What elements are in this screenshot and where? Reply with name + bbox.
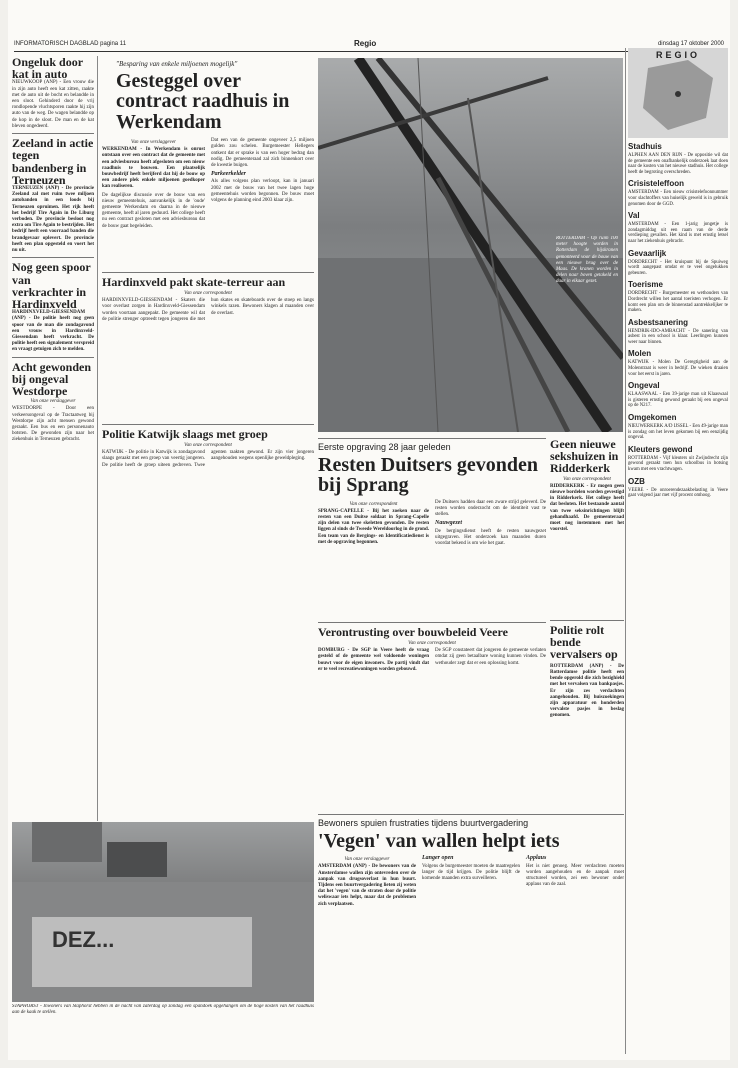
sidebar-item-title: Molen — [628, 349, 652, 359]
article-text: TERNEUZEN (ANP) - De provincie Zeeland zal met ruim twee miljoen autobanden in een loods bij Terneuzen opruimen. Het rijk heeft het bedrijf Tire Again in De Liburg verboden. De provincie besloot nog extra om Tire Again te bestrijden. Het bedrijf heeft een voorraad banden die brandgevaar oplevert. De provincie heeft een plan opgesteld en voert het nu uit. — [12, 186, 94, 254]
article-title: Hardinxveld pakt skate-terreur aan — [102, 275, 286, 289]
article-text: NIEUWKOOP (ANP) - Een vrouw die in zijn auto heeft een kat zitten, raakte met de auto uit de bocht en belandde in een sloot. Gehinderd door de vrij rondlopende vluchtsporen raakte hij zijn auto van de weg. De wagen belandde op de kop in de sloot. De man en de kat bleven ongedeerd. — [12, 80, 94, 129]
sidebar-item-text: ALPHEN AAN DEN RIJN - De oppositie wil dat de gemeente een onafhankelijk onderzoek laat doen naar de kosten van het nieuwe stadhuis. Het college heeft de begroting overschreden. — [628, 153, 728, 175]
article-title: Geen nieuwe sekshuizen in Ridderkerk — [550, 438, 619, 476]
sidebar-item — [628, 249, 728, 277]
sidebar-item-text: NIEUWERKERK A/D IJSSEL - Een 49-jarige man is zondag om het leven gekomen bij een eenzijdig ongeval. — [628, 424, 728, 441]
article-text: HARDINXVELD-GIESSENDAM (ANP) - De politie heeft nog geen spoor van de man die zondagavond een vrouw in Hardinxveld-Giessendam heeft verkracht. De politie heeft een signalement verspreid en vraagt getuigen zich te melden. — [12, 310, 94, 353]
photo-caption: ROTTERDAM - Op ruim 100 meter hoogte worden in Rotterdam de hijskranen gemonteerd voor de bouw van een nieuwe brug over de Maas. De kranen worden in delen naar boven getakeld en daar in elkaar gezet. — [556, 236, 618, 285]
article-text: Als alles volgens plan verloopt, kan in januari 2002 met de bouw van het twee lagen hoge gemeentehuis worden begonnen. De bouw moet volgens de planning eind 2003 klaar zijn. — [211, 179, 314, 203]
sidebar-item-text: DORDRECHT - Burgemeester en wethouders van Dordrecht willen het aantal toeristen verhogen. Er komt een plan om de binnenstad aantrekkelijker te maken. — [628, 291, 728, 314]
svg-text:DEZ...: DEZ... — [52, 927, 115, 952]
sidebar-item — [628, 179, 728, 207]
sidebar-item-text: HENDRIK-IDO-AMBACHT - De sanering van asbest in een school is klaar. Leerlingen kunnen weer naar binnen. — [628, 328, 728, 345]
article-byline: Van onze correspondent — [408, 641, 456, 647]
regio-map-banner — [628, 48, 728, 138]
photo-caption-box — [556, 236, 618, 426]
article-text: ROTTERDAM (ANP) - De Rotterdamse politie heeft een bende opgerold die zich bezighield met het vervalsen van bankpasjes. Er zijn zes verdachten aangehouden. Bij huiszoekingen zijn apparatuur en honderden vervalste pasjes in beslag genomen. — [550, 663, 624, 719]
article-title: Resten Duitsers gevonden bij Sprang — [318, 454, 538, 497]
article-byline: Van onze verslaggever — [344, 857, 390, 863]
article-byline: Van onze correspondent — [184, 291, 232, 297]
article-title: Nog geen spoor van verkrachter in Hardinxveld — [12, 260, 91, 311]
sidebar-item — [628, 477, 728, 499]
photo2-caption-box — [12, 1004, 314, 1040]
regio-banner-text: REGIO — [655, 50, 700, 60]
sidebar-item — [628, 280, 728, 313]
sidebar-item — [628, 381, 728, 409]
sidebar-item-title: Kleuters gewond — [628, 444, 693, 454]
sidebar-item — [628, 445, 728, 473]
article-text: Volgens de burgemeester moeten de maatregelen langer de tijd krijgen. De politie blijft de komende maanden extra surveilleren. — [422, 863, 520, 881]
article-title: Politie Katwijk slaags met groep — [102, 427, 268, 441]
sidebar-item — [628, 349, 728, 377]
article-werkendam — [102, 56, 314, 268]
sidebar-item-title: Crisisteleffoon — [628, 179, 685, 189]
sidebar-item-title: Omgekomen — [628, 413, 677, 423]
map-icon — [628, 48, 728, 138]
article-veere — [318, 622, 546, 762]
sidebar-item-text: KATWIJK - Molen De Geregtigheid aan de Molenstraat is weer in bedrijf. De wieken draaien voor het eerst in jaren. — [628, 360, 728, 377]
article-katwijk — [102, 424, 314, 574]
article-vervalsers — [550, 620, 624, 810]
article-title: Politie rolt bende vervalsers op — [550, 623, 618, 662]
sidebar-item-title: Stadhuis — [628, 142, 662, 151]
sidebar-item-title: OZB — [628, 476, 645, 486]
article-kicker: "Besparing van enkele miljoenen mogelijk" — [116, 60, 238, 68]
article-text: KATWIJK - De politie in Katwijk is zondagavond slaags geraakt met een groep van veertig jongeren. De politie heeft de groep uiteen gedreven. Twee agenten raakten gewond. Er zijn vier jongeren aangehouden wegens openlijke geweldpleging. — [102, 450, 314, 468]
article-title: Ongeluk door kat in auto — [12, 56, 83, 82]
article-text: AMSTERDAM (ANP) - De bewoners van de Amsterdamse wallen zijn ontevreden over de aanpak van drugsoverlast in hun buurt. Tijdens een buurtvergadering lieten zij weten dat het 'vegen' van de straten door de politie weliswaar iets helpt, maar dat de problemen zich verplaatsen. — [318, 864, 416, 907]
page-header — [14, 39, 724, 52]
article-text: De Duitsers hadden daar een zware strijd geleverd. De resten worden onderzocht om de identiteit vast te stellen. — [435, 499, 546, 518]
article-title: Zeeland in actie tegen bandenberg in Terneuzen — [12, 136, 94, 187]
article-text: Dat een van de gemeente ongeveer 2,5 miljoen gulden zou schelen. Burgemeester Hellegers ontkent dat er sprake is van een hoger bedrag dan nodig. De gemeenteraad zal zich binnenkort over de kwestie buigen. — [211, 138, 314, 168]
article-text: Het is niet genoeg. Meer verdachten moeten worden aangehouden en de aanpak moet structureel worden, zei een bewoner onder applaus van de zaal. — [526, 863, 624, 888]
article-title: Verontrusting over bouwbeleid Veere — [318, 625, 508, 639]
article-text: De bergingsdienst heeft de resten nauwgezet uitgegraven. Het onderzoek kan maanden duren voordat bekend is om wie het gaat. — [435, 528, 546, 546]
article-byline: Van onze correspondent — [563, 476, 611, 482]
article-title: 'Vegen' van wallen helpt iets — [318, 830, 560, 852]
article-text: RIDDERKERK - Er mogen geen nieuwe bordelen worden gevestigd in Ridderkerk. Het college heeft dat besloten. Het bestaande aantal van twee seksinrichtingen blijft gehandhaafd. De gemeenteraad moet nog instemmen met het voorstel. — [550, 483, 624, 533]
photo-caption: STAPHORST - Inwoners van Staphorst hebben in de nacht van zaterdag op zondag een spandoek opgehangen om de hoge kosten van het raadhuis aan de kaak te stellen. — [12, 1004, 314, 1016]
header-paper-name: INFORMATORISCH DAGBLAD pagina 11 — [14, 41, 127, 47]
article-kicker: Eerste opgraving 28 jaar geleden — [318, 442, 451, 452]
sidebar-item-text: AMSTERDAM - Een 1-jarig jongetje is zondagmiddag uit een raam van de derde verdieping gevallen. Het kind is met ernstig letsel naar het ziekenhuis gebracht. — [628, 222, 728, 244]
article-byline: Van onze correspondent — [184, 443, 232, 449]
sidebar-item — [628, 413, 728, 441]
article-title: Acht gewonden bij ongeval Westdorpe — [12, 359, 92, 399]
sidebar-item-title: Val — [628, 211, 640, 221]
article-byline: Van onze verslaggever — [131, 140, 176, 146]
sidebar-item-title: Asbestsanering — [628, 317, 689, 327]
article-text: SPRANG-CAPELLE - Bij het zoeken naar de resten van een Duitse soldaat in Sprang-Capelle zijn delen van twee skeletten gevonden. De resten liggen al sinds de Tweede Wereldoorlog in de grond. Een team van de Bergings- en Identificatiedienst is met de opgraving begonnen. — [318, 508, 429, 545]
newspaper-page — [8, 0, 730, 1060]
article-wallen — [318, 814, 624, 1054]
article-skate — [102, 272, 314, 422]
article-text: WESTDORPE - Door een verkeersongeval op de Tractaatweg bij Westdorpe zijn acht mensen gewond geraakt. Een bus en een personenauto botsten. De gewonden zijn naar het ziekenhuis in Terneuzen gebracht. — [12, 406, 94, 443]
header-date: dinsdag 17 oktober 2000 — [657, 41, 724, 47]
article-resten — [318, 438, 546, 620]
article-seks — [550, 438, 624, 616]
sidebar-item-text: KLAASWAAL - Een 39-jarige man uit Klaaswaal is gisteren ernstig gewond geraakt bij een ongeval op de N217. — [628, 392, 728, 409]
sidebar-item-title: Ongeval — [628, 381, 660, 391]
sidebar-regio — [628, 48, 728, 502]
article-kicker: Bewoners spuien frustraties tijdens buurtvergadering — [318, 818, 529, 828]
header-section: Regio — [354, 39, 377, 48]
article-subhead: Langer open — [422, 855, 454, 862]
article-lead: WERKENDAM - In Werkendam is onrust ontstaan over een contract dat de gemeente met een adviesbureau heeft afgesloten om een nieuw raadhuis te bouwen. Een plaatselijk bouwbedrijf heeft berijferd dat hij de bouw op een andere plek enkele miljoenen goedkoper kan realiseren. — [102, 147, 205, 190]
article-subhead: Nauwgezet — [435, 520, 462, 527]
sidebar-item — [628, 211, 728, 244]
sidebar-item-title: Toerisme — [628, 280, 663, 290]
sidebar-item-text: AMSTERDAM - Een nieuw crisistelefoonnummer voor slachtoffers van huiselijk geweld is in gebruik genomen door de GGD. — [628, 190, 728, 207]
sidebar-item-title: Gevaarlijk — [628, 248, 667, 258]
sidebar-item-text: VEERE - De onroerendezaakbelasting in Veere gaat volgend jaar met vijf procent omhoog. — [628, 487, 728, 499]
article-subhead: Parkeerkelder — [211, 171, 246, 178]
sidebar-item-text: DORDRECHT - Het kruispunt bij de Spuiweg wordt aangepast omdat er te veel ongelukken gebeuren. — [628, 259, 728, 276]
sidebar-item-text: ROTTERDAM - Vijf kleuters uit Zwijndrecht zijn gewond geraakt toen hun schoolbus in botsing kwam met een vrachtwagen. — [628, 455, 728, 472]
article-text: De SGP constateert dat jongeren de gemeente verlaten omdat zij geen betaalbare woning kunnen vinden. De wethouder zegt dat er een oplossing komt. — [435, 648, 546, 666]
article-text: DOMBURG - De SGP in Veere heeft de vraag gesteld of de gemeente wel voldoende woningen bouwt voor de eigen inwoners. De partij vindt dat er te veel recreatiewoningen worden gebouwd. — [318, 648, 429, 672]
sidebar-item — [628, 318, 728, 346]
sidebar-item — [628, 142, 728, 175]
article-byline: Van onze verslaggever — [30, 399, 76, 405]
article-text: De dagelijkse discussie over de bouw van een nieuw gemeentehuis, aanvankelijk in de 'oude' gemeente Werkendam en daarna in de nieuwe gemeente, heeft al jaren geduurd. Het college heeft nu een contract gesloten met een adviesbureau dat de bouw gaat begeleiden. — [102, 192, 205, 229]
sidebar-list — [628, 142, 728, 499]
article-text: HARDINXVELD-GIESSENDAM - Skaters die voor overlast zorgen in Hardinxveld-Giessendam worden voortaan aangepakt. De gemeente wil dat de politie strenger optreedt tegen jongeren die met hun skates en skateboards over de stoep en langs winkels razen. Bewoners klagen al maanden over de overlast. — [102, 298, 314, 322]
article-byline: Van onze correspondent — [349, 501, 398, 507]
photo-staphorst — [12, 822, 314, 1002]
article-title: Gesteggel over contract raadhuis in Werkendam — [116, 70, 290, 133]
banner-image — [12, 822, 314, 1002]
article-subhead: Applaus — [526, 855, 547, 862]
